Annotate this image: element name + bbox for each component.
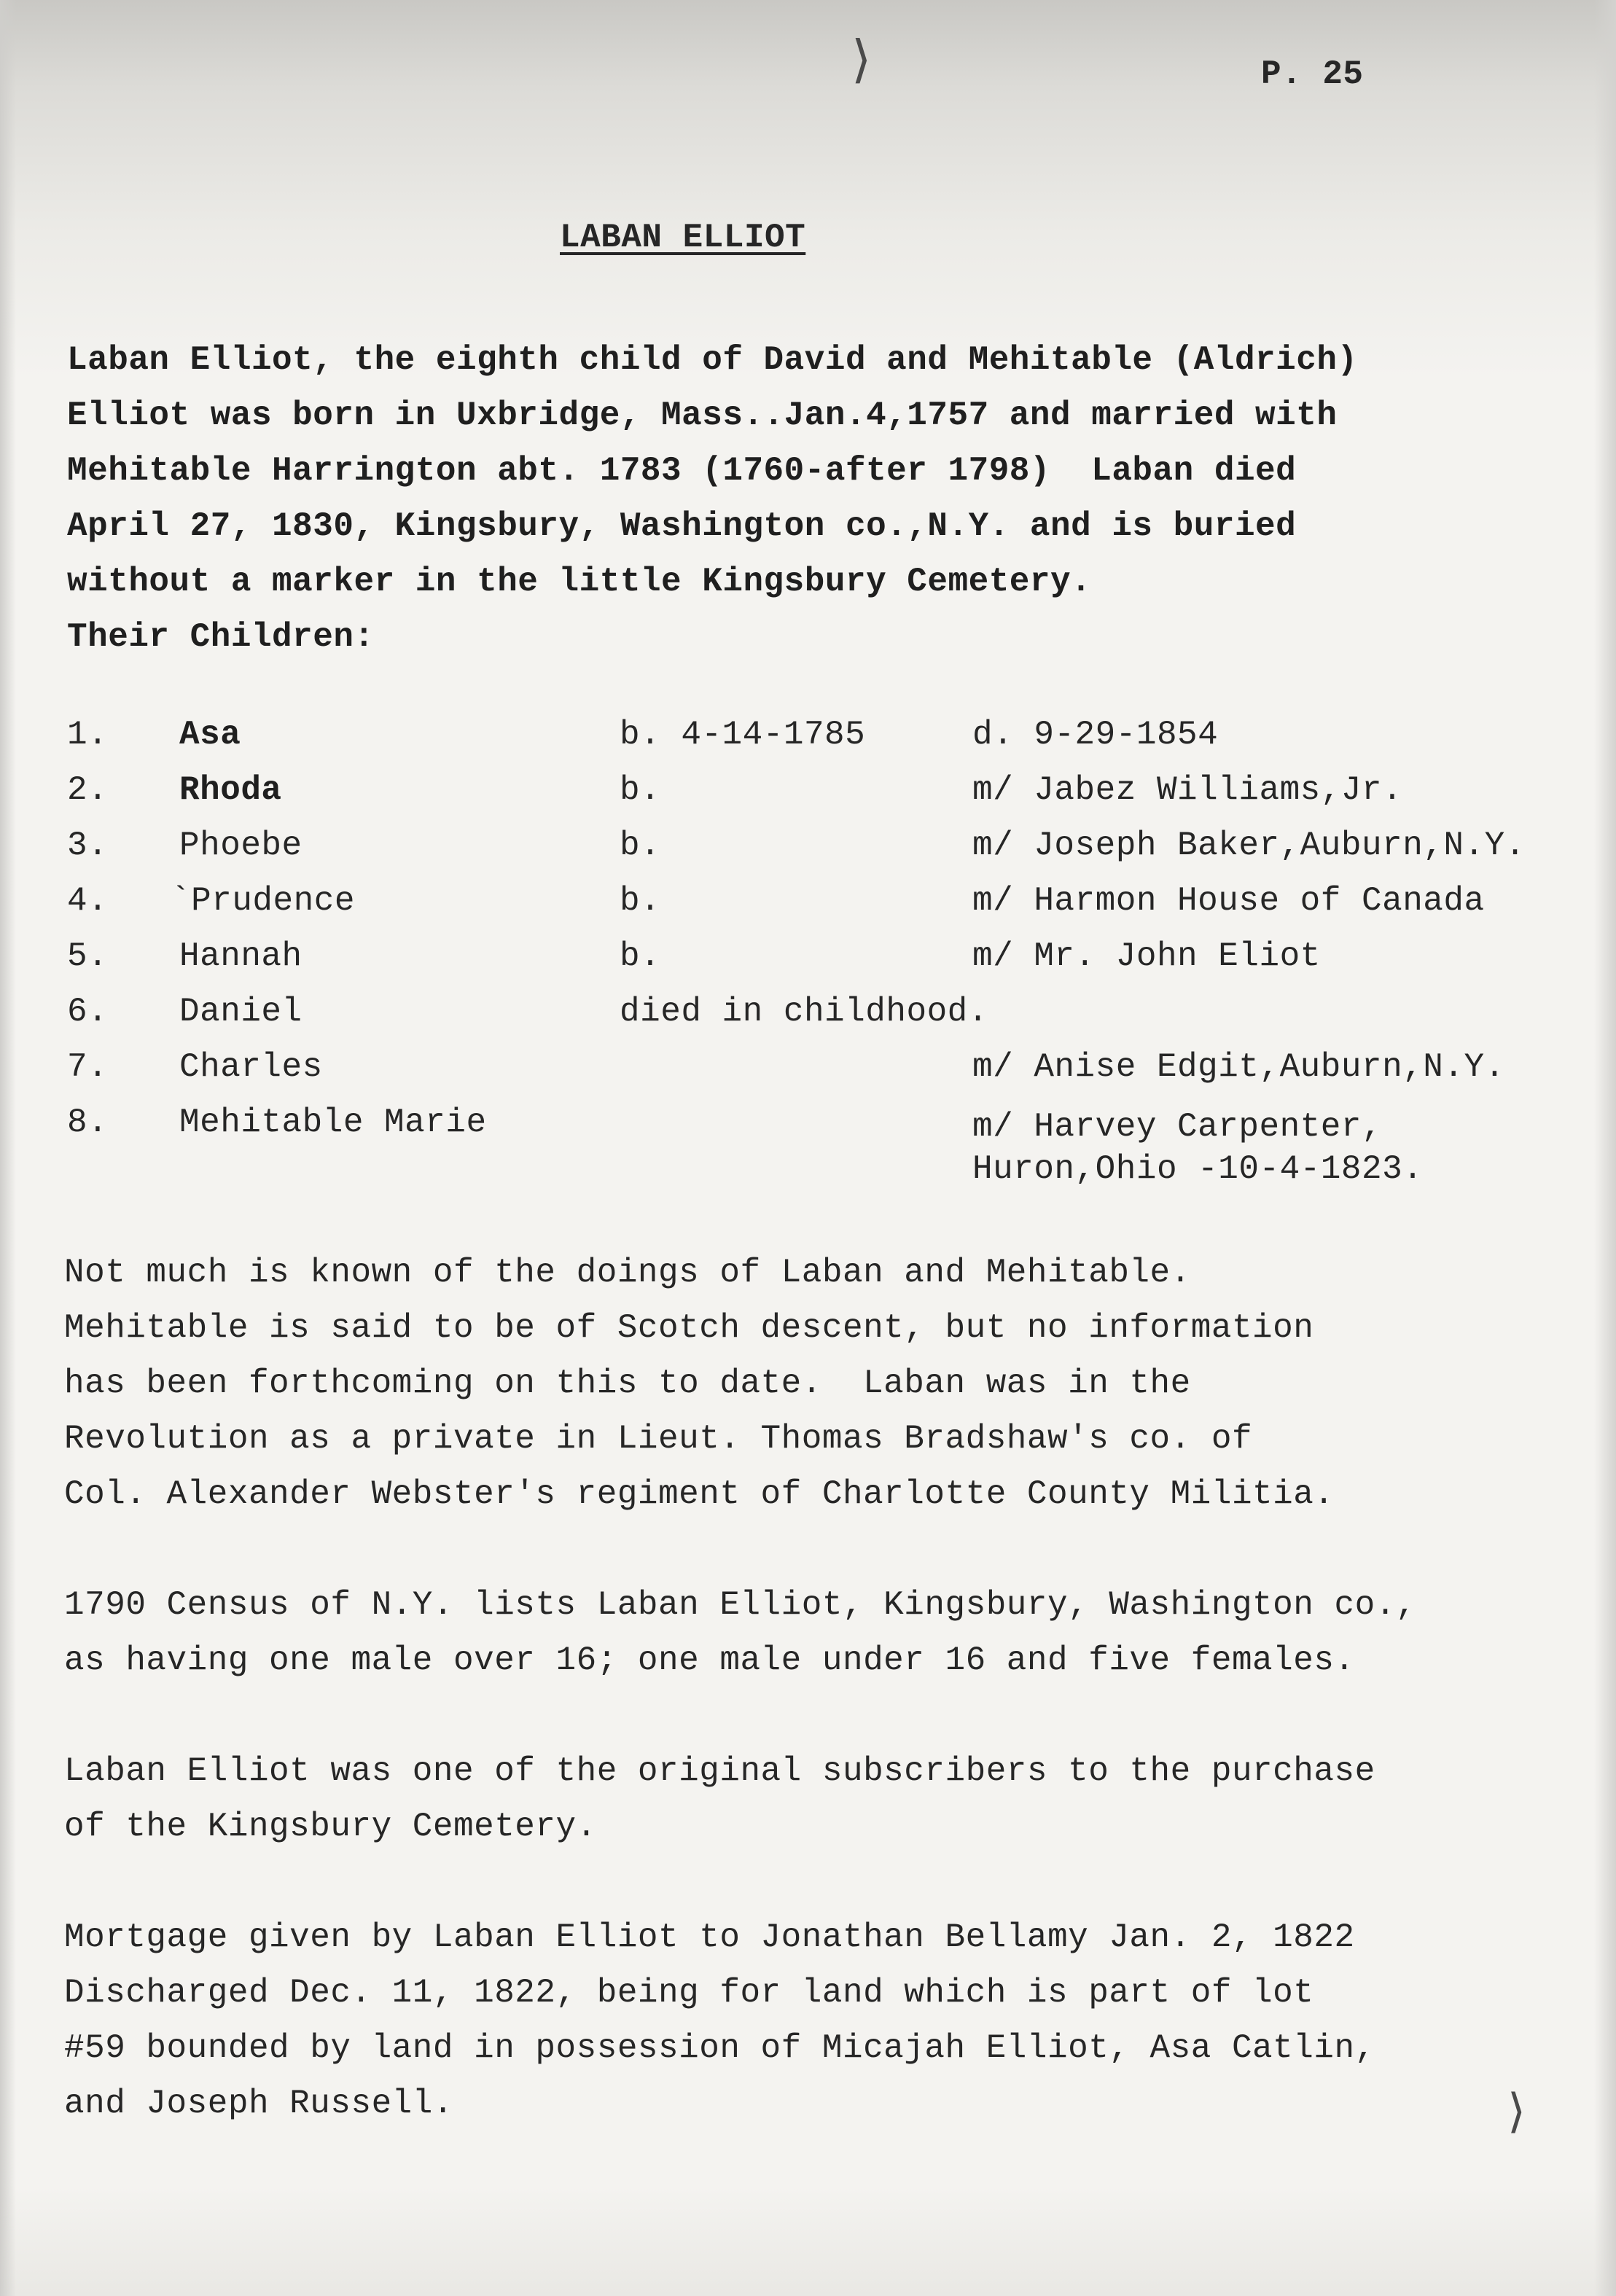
child-number: 2. [67, 771, 109, 809]
paragraph-line: as having one male over 16; one male under 16 and five females. [64, 1641, 1355, 1679]
child-name: Hannah [179, 937, 302, 975]
paragraph-line: and Joseph Russell. [64, 2085, 453, 2123]
child-birth: b. 4-14-1785 [620, 716, 866, 754]
intro-line: Elliot was born in Uxbridge, Mass..Jan.4,1757 and married with [67, 397, 1338, 434]
intro-line: Laban Elliot, the eighth child of David and Mehitable (Aldrich) [67, 341, 1358, 379]
scan-shadow-left [0, 0, 16, 2296]
child-name: Mehitable Marie [179, 1104, 487, 1141]
paragraph-line: of the Kingsbury Cemetery. [64, 1808, 597, 1846]
scan-shadow-right [1594, 0, 1616, 2296]
paragraph-line: Mortgage given by Laban Elliot to Jonathan Bellamy Jan. 2, 1822 [64, 1918, 1355, 1956]
child-name: Daniel [179, 993, 302, 1031]
child-birth: died in childhood. [620, 993, 988, 1031]
paragraph-line: Mehitable is said to be of Scotch descent, but no information [64, 1309, 1314, 1347]
child-birth: b. [620, 882, 661, 920]
paragraph-line: Revolution as a private in Lieut. Thomas Bradshaw's co. of [64, 1420, 1253, 1458]
child-note-continued: Huron,Ohio -10-4-1823. [972, 1150, 1424, 1188]
child-name: Phoebe [179, 827, 302, 864]
paragraph-line: has been forthcoming on this to date. Laban was in the [64, 1364, 1191, 1402]
paragraph-line: 1790 Census of N.Y. lists Laban Elliot, Kingsbury, Washington co., [64, 1586, 1416, 1624]
paragraph-line: Laban Elliot was one of the original subscribers to the purchase [64, 1752, 1375, 1790]
handwritten-bracket-icon: ⟩ [1507, 2085, 1526, 2139]
child-number: 3. [67, 827, 109, 864]
child-note: m/ Jabez Williams,Jr. [972, 771, 1403, 809]
child-note: m/ Joseph Baker,Auburn,N.Y. [972, 827, 1526, 864]
child-note: m/ Anise Edgit,Auburn,N.Y. [972, 1048, 1505, 1086]
child-number: 8. [67, 1104, 109, 1141]
child-name: Charles [179, 1048, 323, 1086]
paragraph-line: Col. Alexander Webster's regiment of Charlotte County Militia. [64, 1475, 1335, 1513]
child-note: m/ Mr. John Eliot [972, 937, 1321, 975]
child-note: m/ Harmon House of Canada [972, 882, 1485, 920]
child-note: d. 9-29-1854 [972, 716, 1219, 754]
child-note: m/ Harvey Carpenter, [972, 1108, 1383, 1146]
page-number: P. 25 [1261, 55, 1364, 93]
child-name: Asa [179, 716, 241, 754]
child-number: 1. [67, 716, 109, 754]
children-heading: Their Children: [67, 618, 375, 656]
intro-line: without a marker in the little Kingsbury Cemetery. [67, 563, 1092, 601]
paragraph-line: Not much is known of the doings of Laban and Mehitable. [64, 1254, 1191, 1292]
child-birth: b. [620, 771, 661, 809]
child-name: Rhoda [179, 771, 282, 809]
child-number: 5. [67, 937, 109, 975]
paragraph-line: Discharged Dec. 11, 1822, being for land which is part of lot [64, 1974, 1314, 2012]
child-name: `Prudence [171, 882, 355, 920]
intro-line: Mehitable Harrington abt. 1783 (1760-after 1798) Laban died [67, 452, 1297, 490]
child-number: 6. [67, 993, 109, 1031]
handwritten-mark-icon: ⟩ [851, 29, 872, 89]
child-number: 4. [67, 882, 109, 920]
child-birth: b. [620, 827, 661, 864]
paragraph-line: #59 bounded by land in possession of Micajah Elliot, Asa Catlin, [64, 2029, 1375, 2067]
intro-line: April 27, 1830, Kingsbury, Washington co.,N.Y. and is buried [67, 507, 1297, 545]
child-birth: b. [620, 937, 661, 975]
page-title: LABAN ELLIOT [560, 219, 806, 257]
child-number: 7. [67, 1048, 109, 1086]
